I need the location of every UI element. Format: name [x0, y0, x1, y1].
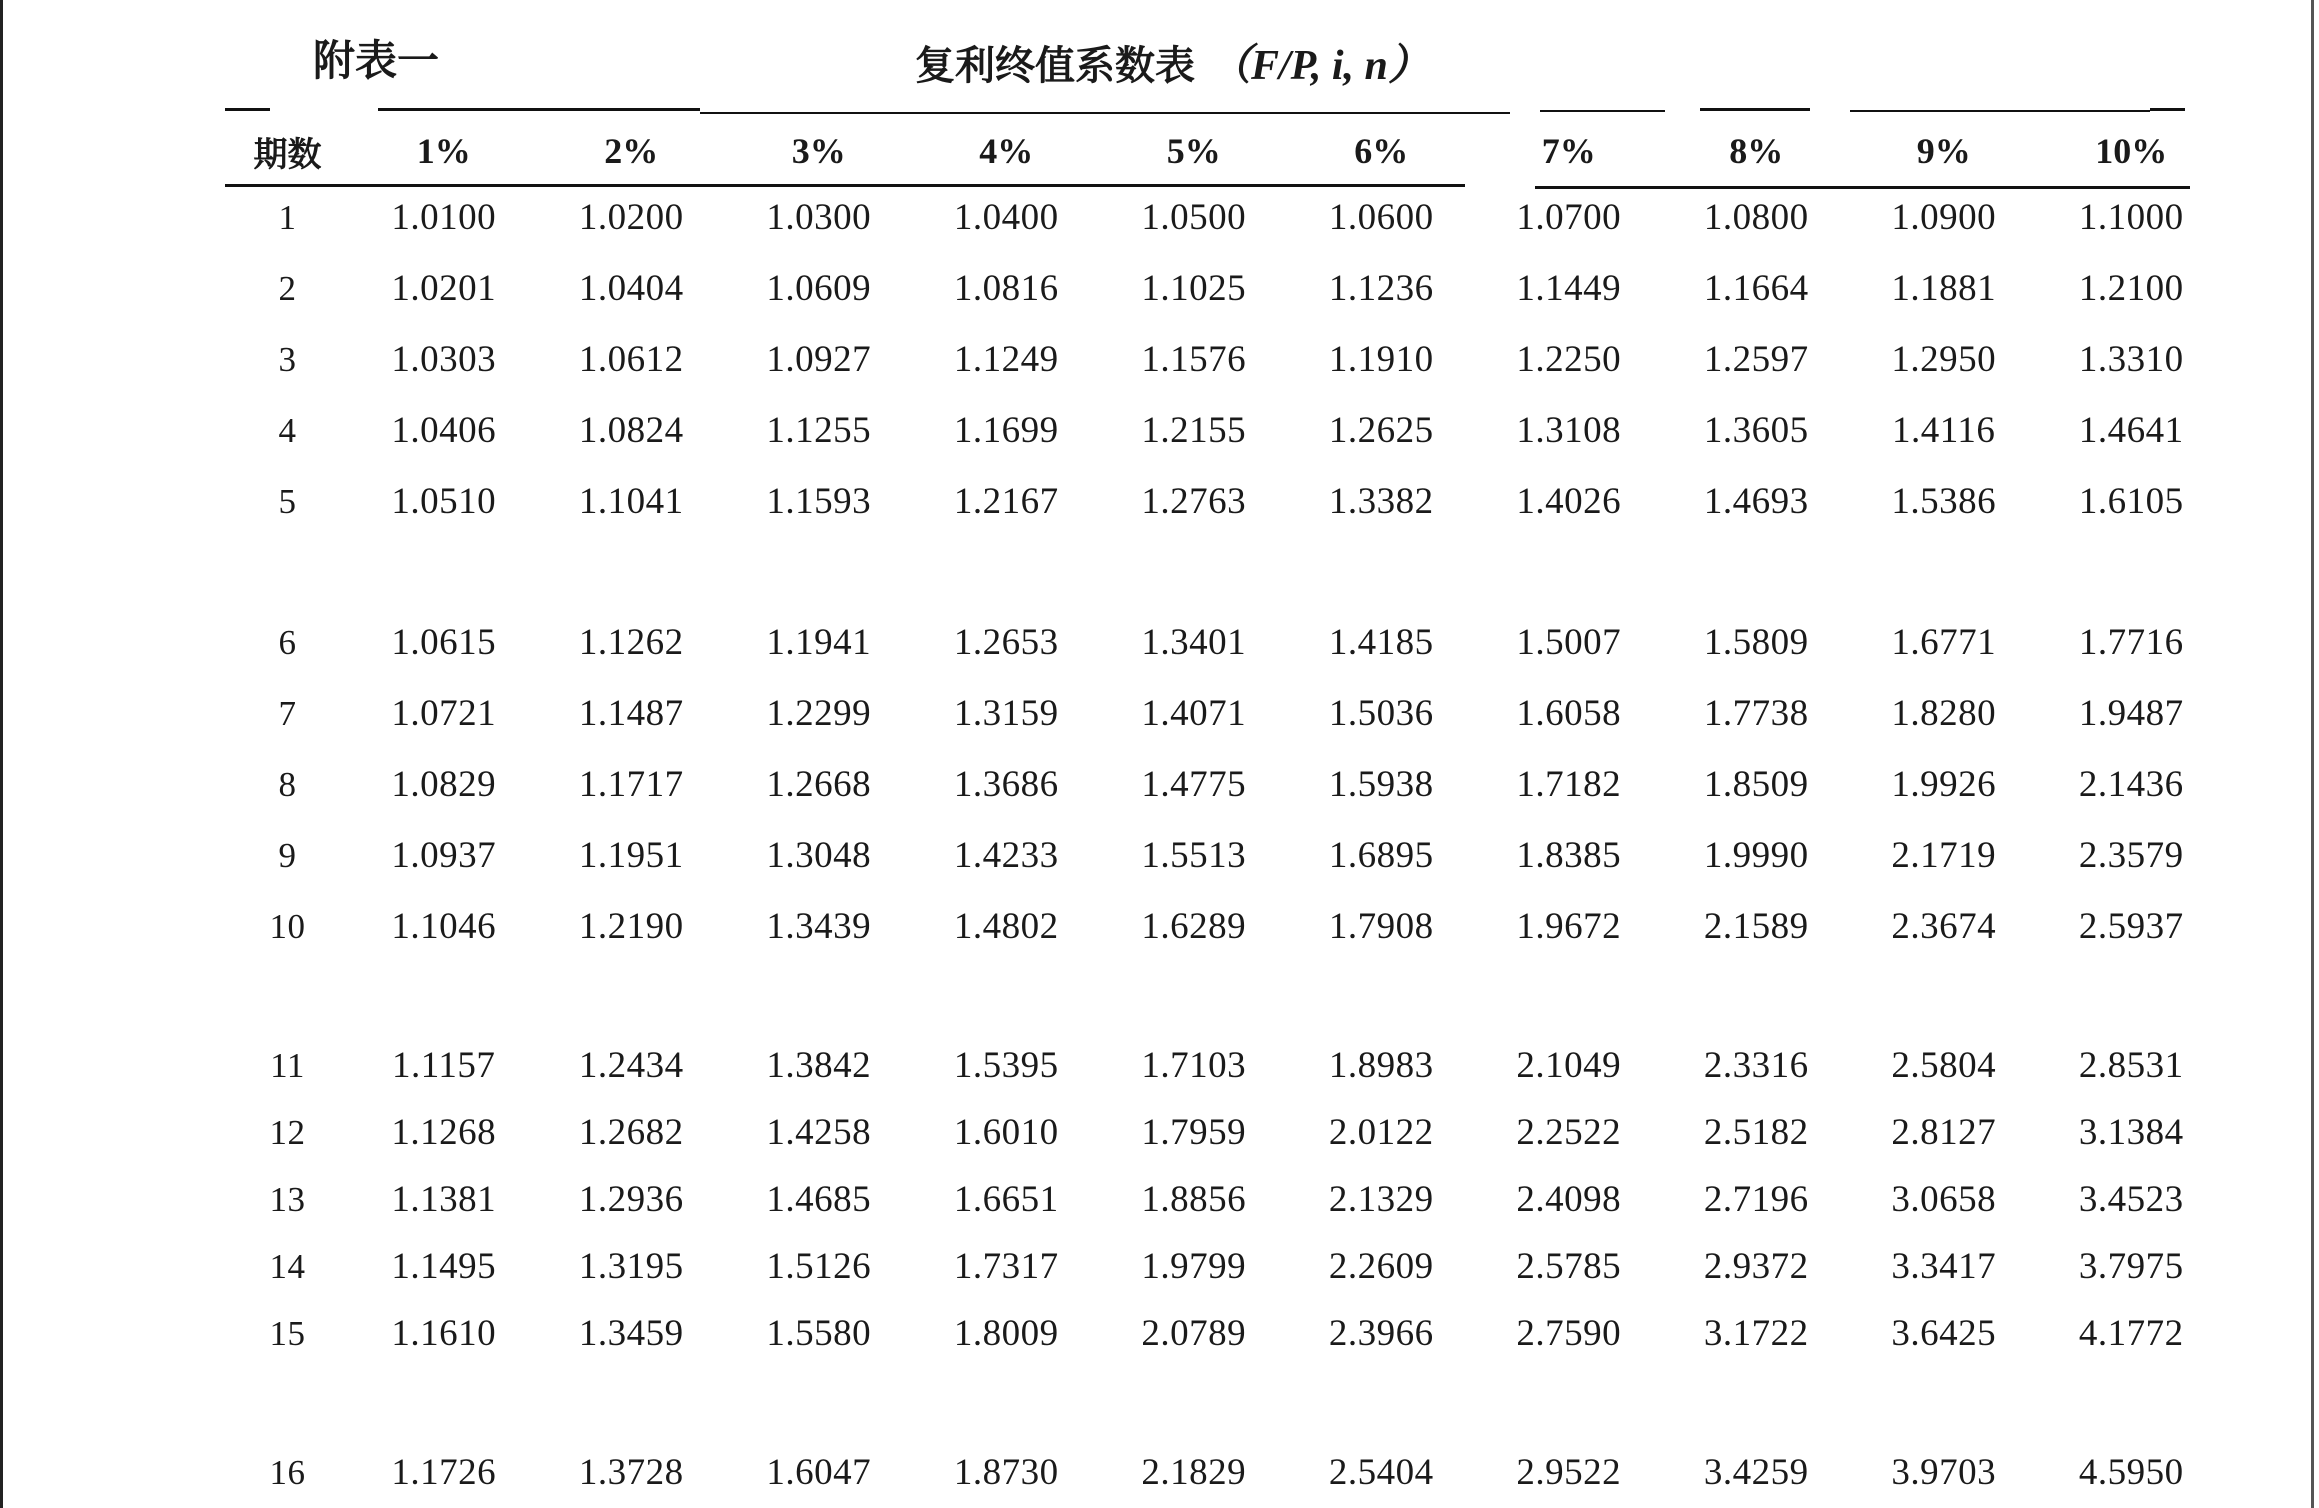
factor-cell: 1.7716 — [2078, 622, 2184, 663]
period-cell: 14 — [269, 1246, 306, 1286]
factor-cell: 2.3966 — [1328, 1313, 1434, 1354]
group-spacer — [225, 1367, 2225, 1437]
factor-cell: 4.5950 — [2078, 1452, 2184, 1493]
factor-cell: 1.5580 — [766, 1313, 872, 1354]
factor-cell: 1.8730 — [953, 1452, 1059, 1493]
factor-cell: 1.0201 — [391, 268, 497, 309]
factor-cell: 1.2434 — [578, 1045, 684, 1086]
spacer-cell — [225, 962, 2225, 1032]
factor-cell: 2.5937 — [2078, 906, 2184, 947]
factor-cell: 1.1951 — [578, 835, 684, 876]
factor-cell: 1.1262 — [578, 622, 684, 663]
factor-cell: 1.5386 — [1891, 481, 1997, 522]
table-row — [225, 1300, 2225, 1367]
factor-cell: 1.3108 — [1516, 410, 1622, 451]
period-cell: 13 — [269, 1179, 306, 1219]
factor-cell: 1.1576 — [1141, 339, 1247, 380]
factor-cell: 1.8983 — [1328, 1045, 1434, 1086]
factor-cell: 1.6047 — [766, 1452, 872, 1493]
factor-cell: 1.8856 — [1141, 1179, 1247, 1220]
factor-cell: 2.3674 — [1891, 906, 1997, 947]
factor-cell: 3.7975 — [2078, 1246, 2184, 1287]
factor-cell: 2.9522 — [1516, 1452, 1622, 1493]
top-rule-segment — [378, 108, 700, 111]
factor-cell: 1.0927 — [766, 339, 872, 380]
factor-cell: 1.6895 — [1328, 835, 1434, 876]
rate-header: 1% — [416, 131, 471, 171]
factor-cell: 1.4775 — [1141, 764, 1247, 805]
factor-cell: 2.1589 — [1703, 906, 1809, 947]
factor-cell: 1.5395 — [953, 1045, 1059, 1086]
compound-factor-table — [225, 120, 2225, 1508]
table-row — [225, 324, 2225, 395]
factor-cell: 2.7590 — [1516, 1313, 1622, 1354]
period-cell: 16 — [269, 1452, 306, 1492]
factor-cell: 1.1610 — [391, 1313, 497, 1354]
table-row — [225, 749, 2225, 820]
factor-cell: 1.2190 — [578, 906, 684, 947]
table-row — [225, 1233, 2225, 1300]
appendix-label: 附表一 — [313, 36, 440, 85]
factor-cell: 1.0600 — [1328, 197, 1434, 238]
factor-cell: 1.0500 — [1141, 197, 1247, 238]
top-rule-segment — [225, 108, 270, 111]
factor-cell: 2.0122 — [1328, 1112, 1434, 1153]
period-cell: 15 — [269, 1313, 306, 1353]
factor-cell: 1.6058 — [1516, 693, 1622, 734]
table-row — [225, 607, 2225, 678]
factor-cell: 3.0658 — [1891, 1179, 1997, 1220]
factor-cell: 1.9672 — [1516, 906, 1622, 947]
factor-cell: 1.1046 — [391, 906, 497, 947]
factor-cell: 2.5804 — [1891, 1045, 1997, 1086]
factor-cell: 1.2936 — [578, 1179, 684, 1220]
factor-cell: 1.3842 — [766, 1045, 872, 1086]
factor-cell: 1.1941 — [766, 622, 872, 663]
factor-cell: 1.0404 — [578, 268, 684, 309]
factor-cell: 2.8531 — [2078, 1045, 2184, 1086]
top-rule-segment — [2150, 108, 2185, 111]
factor-cell: 1.7908 — [1328, 906, 1434, 947]
factor-cell: 1.2763 — [1141, 481, 1247, 522]
group-spacer — [225, 537, 2225, 607]
factor-cell: 2.5404 — [1328, 1452, 1434, 1493]
factor-cell: 3.4523 — [2078, 1179, 2184, 1220]
factor-cell: 1.9487 — [2078, 693, 2184, 734]
title-formula: （F/P, i, n） — [1208, 43, 1430, 89]
period-cell: 11 — [270, 1045, 305, 1085]
factor-cell: 1.3605 — [1703, 410, 1809, 451]
table-row — [225, 1099, 2225, 1166]
factor-cell: 2.1829 — [1141, 1452, 1247, 1493]
factor-cell: 2.1049 — [1516, 1045, 1622, 1086]
factor-cell: 1.0829 — [391, 764, 497, 805]
factor-cell: 1.0721 — [391, 693, 497, 734]
factor-cell: 1.9799 — [1141, 1246, 1247, 1287]
rate-header: 10% — [2095, 131, 2168, 171]
factor-cell: 1.7317 — [953, 1246, 1059, 1287]
factor-cell: 1.3439 — [766, 906, 872, 947]
factor-cell: 1.1249 — [953, 339, 1059, 380]
factor-cell: 1.2167 — [953, 481, 1059, 522]
factor-cell: 1.4641 — [2078, 410, 2184, 451]
factor-cell: 1.0816 — [953, 268, 1059, 309]
factor-cell: 1.0200 — [578, 197, 684, 238]
top-rule-segment — [700, 112, 1510, 114]
factor-cell: 2.3316 — [1703, 1045, 1809, 1086]
factor-cell: 1.4802 — [953, 906, 1059, 947]
top-rule-segment — [1850, 110, 2150, 112]
factor-cell: 1.2682 — [578, 1112, 684, 1153]
factor-cell: 1.5809 — [1703, 622, 1809, 663]
period-cell: 10 — [269, 906, 306, 946]
table-row — [225, 395, 2225, 466]
factor-cell: 1.3310 — [2078, 339, 2184, 380]
factor-cell: 1.4185 — [1328, 622, 1434, 663]
factor-cell: 1.8009 — [953, 1313, 1059, 1354]
title-text: 复利终值系数表 — [915, 43, 1195, 89]
period-cell: 6 — [278, 622, 297, 662]
rate-header: 4% — [979, 131, 1034, 171]
top-rule-segment — [1700, 108, 1810, 111]
factor-cell: 3.1384 — [2078, 1112, 2184, 1153]
factor-cell: 2.1329 — [1328, 1179, 1434, 1220]
factor-cell: 2.1436 — [2078, 764, 2184, 805]
factor-cell: 1.0937 — [391, 835, 497, 876]
factor-cell: 1.2155 — [1141, 410, 1247, 451]
factor-cell: 1.0406 — [391, 410, 497, 451]
factor-cell: 1.5007 — [1516, 622, 1622, 663]
table-title — [915, 32, 1430, 92]
factor-cell: 1.6289 — [1141, 906, 1247, 947]
factor-cell: 1.0612 — [578, 339, 684, 380]
factor-cell: 1.4233 — [953, 835, 1059, 876]
factor-cell: 1.1487 — [578, 693, 684, 734]
factor-cell: 1.4026 — [1516, 481, 1622, 522]
factor-cell: 2.9372 — [1703, 1246, 1809, 1287]
factor-cell: 1.1041 — [578, 481, 684, 522]
table-row — [225, 891, 2225, 962]
factor-cell: 1.3728 — [578, 1452, 684, 1493]
factor-cell: 1.3159 — [953, 693, 1059, 734]
factor-cell: 3.1722 — [1703, 1313, 1809, 1354]
factor-cell: 1.2653 — [953, 622, 1059, 663]
factor-cell: 2.3579 — [2078, 835, 2184, 876]
factor-cell: 1.2597 — [1703, 339, 1809, 380]
factor-cell: 1.6105 — [2078, 481, 2184, 522]
factor-cell: 1.1157 — [392, 1045, 496, 1086]
factor-cell: 1.8385 — [1516, 835, 1622, 876]
factor-cell: 4.1772 — [2078, 1313, 2184, 1354]
factor-cell: 2.1719 — [1891, 835, 1997, 876]
factor-cell: 1.1910 — [1328, 339, 1434, 380]
factor-cell: 1.8280 — [1891, 693, 1997, 734]
factor-cell: 1.3382 — [1328, 481, 1434, 522]
table-row — [225, 820, 2225, 891]
table-row — [225, 182, 2225, 253]
factor-cell: 1.2668 — [766, 764, 872, 805]
rate-header: 5% — [1166, 131, 1221, 171]
factor-cell: 1.9990 — [1703, 835, 1809, 876]
rate-header: 3% — [791, 131, 846, 171]
period-cell: 8 — [278, 764, 297, 804]
factor-cell: 1.0100 — [391, 197, 497, 238]
table-row — [225, 253, 2225, 324]
factor-cell: 3.4259 — [1703, 1452, 1809, 1493]
header-row — [225, 120, 2225, 182]
factor-cell: 1.3401 — [1141, 622, 1247, 663]
factor-cell: 2.7196 — [1703, 1179, 1809, 1220]
period-cell: 3 — [278, 339, 297, 379]
factor-cell: 1.1717 — [578, 764, 684, 805]
factor-cell: 1.2100 — [2078, 268, 2184, 309]
factor-cell: 1.0800 — [1703, 197, 1809, 238]
factor-cell: 1.3459 — [578, 1313, 684, 1354]
factor-cell: 1.1000 — [2078, 197, 2184, 238]
rate-header: 6% — [1354, 131, 1409, 171]
factor-cell: 1.1664 — [1703, 268, 1809, 309]
factor-cell: 1.3195 — [578, 1246, 684, 1287]
spacer-cell — [225, 537, 2225, 607]
factor-cell: 1.6651 — [953, 1179, 1059, 1220]
factor-cell: 1.5513 — [1141, 835, 1247, 876]
factor-cell: 1.1699 — [953, 410, 1059, 451]
factor-cell: 1.1593 — [766, 481, 872, 522]
factor-cell: 1.5126 — [766, 1246, 872, 1287]
factor-cell: 1.7959 — [1141, 1112, 1247, 1153]
factor-cell: 1.1025 — [1141, 268, 1247, 309]
period-cell: 9 — [278, 835, 297, 875]
factor-cell: 3.3417 — [1891, 1246, 1997, 1287]
factor-cell: 1.6010 — [953, 1112, 1059, 1153]
factor-cell: 1.2250 — [1516, 339, 1622, 380]
factor-cell: 2.5785 — [1516, 1246, 1622, 1287]
factor-cell: 1.1495 — [391, 1246, 497, 1287]
period-cell: 5 — [278, 481, 297, 521]
period-cell: 2 — [278, 268, 297, 308]
table-row — [225, 1437, 2225, 1508]
factor-cell: 1.4685 — [766, 1179, 872, 1220]
factor-cell: 1.5938 — [1328, 764, 1434, 805]
factor-cell: 1.0615 — [391, 622, 497, 663]
factor-cell: 1.1255 — [766, 410, 872, 451]
group-spacer — [225, 962, 2225, 1032]
top-rule-segment — [1540, 110, 1665, 112]
factor-cell: 1.4116 — [1892, 410, 1996, 451]
factor-cell: 1.7103 — [1141, 1045, 1247, 1086]
factor-cell: 1.3686 — [953, 764, 1059, 805]
page-edge-left — [0, 0, 3, 1508]
factor-cell: 1.6771 — [1891, 622, 1997, 663]
factor-cell: 1.8509 — [1703, 764, 1809, 805]
factor-cell: 1.0824 — [578, 410, 684, 451]
factor-cell: 1.9926 — [1891, 764, 1997, 805]
period-header: 期数 — [253, 134, 322, 175]
factor-cell: 1.7182 — [1516, 764, 1622, 805]
factor-cell: 1.4258 — [766, 1112, 872, 1153]
factor-cell: 1.1449 — [1516, 268, 1622, 309]
rate-header: 8% — [1729, 131, 1784, 171]
factor-cell: 3.6425 — [1891, 1313, 1997, 1354]
factor-cell: 1.0700 — [1516, 197, 1622, 238]
factor-cell: 1.0300 — [766, 197, 872, 238]
factor-cell: 1.5036 — [1328, 693, 1434, 734]
page-edge-right — [2311, 0, 2314, 1508]
factor-cell: 1.0400 — [953, 197, 1059, 238]
factor-cell: 1.1268 — [391, 1112, 497, 1153]
factor-cell: 2.0789 — [1141, 1313, 1247, 1354]
factor-cell: 2.8127 — [1891, 1112, 1997, 1153]
table-row — [225, 1032, 2225, 1099]
factor-cell: 1.1881 — [1891, 268, 1997, 309]
factor-cell: 3.9703 — [1891, 1452, 1997, 1493]
table-body — [225, 182, 2225, 1508]
factor-cell: 2.2522 — [1516, 1112, 1622, 1153]
period-cell: 7 — [278, 693, 297, 733]
factor-cell: 1.3048 — [766, 835, 872, 876]
factor-cell: 1.0609 — [766, 268, 872, 309]
factor-cell: 1.1726 — [391, 1452, 497, 1493]
factor-cell: 1.1381 — [391, 1179, 497, 1220]
table-row — [225, 466, 2225, 537]
factor-cell: 1.1236 — [1328, 268, 1434, 309]
factor-cell: 1.4693 — [1703, 481, 1809, 522]
period-cell: 1 — [278, 197, 297, 237]
factor-cell: 1.2625 — [1328, 410, 1434, 451]
spacer-cell — [225, 1367, 2225, 1437]
factor-cell: 2.5182 — [1703, 1112, 1809, 1153]
period-cell: 4 — [278, 410, 297, 450]
rate-header: 9% — [1916, 131, 1971, 171]
period-cell: 12 — [269, 1112, 306, 1152]
factor-cell: 2.2609 — [1328, 1246, 1434, 1287]
factor-cell: 2.4098 — [1516, 1179, 1622, 1220]
rate-header: 7% — [1541, 131, 1596, 171]
factor-cell: 1.2299 — [766, 693, 872, 734]
factor-cell: 1.0900 — [1891, 197, 1997, 238]
factor-cell: 1.0510 — [391, 481, 497, 522]
factor-cell: 1.0303 — [391, 339, 497, 380]
table-row — [225, 678, 2225, 749]
table-row — [225, 1166, 2225, 1233]
factor-cell: 1.7738 — [1703, 693, 1809, 734]
factor-cell: 1.4071 — [1141, 693, 1247, 734]
factor-cell: 1.2950 — [1891, 339, 1997, 380]
rate-header: 2% — [604, 131, 659, 171]
